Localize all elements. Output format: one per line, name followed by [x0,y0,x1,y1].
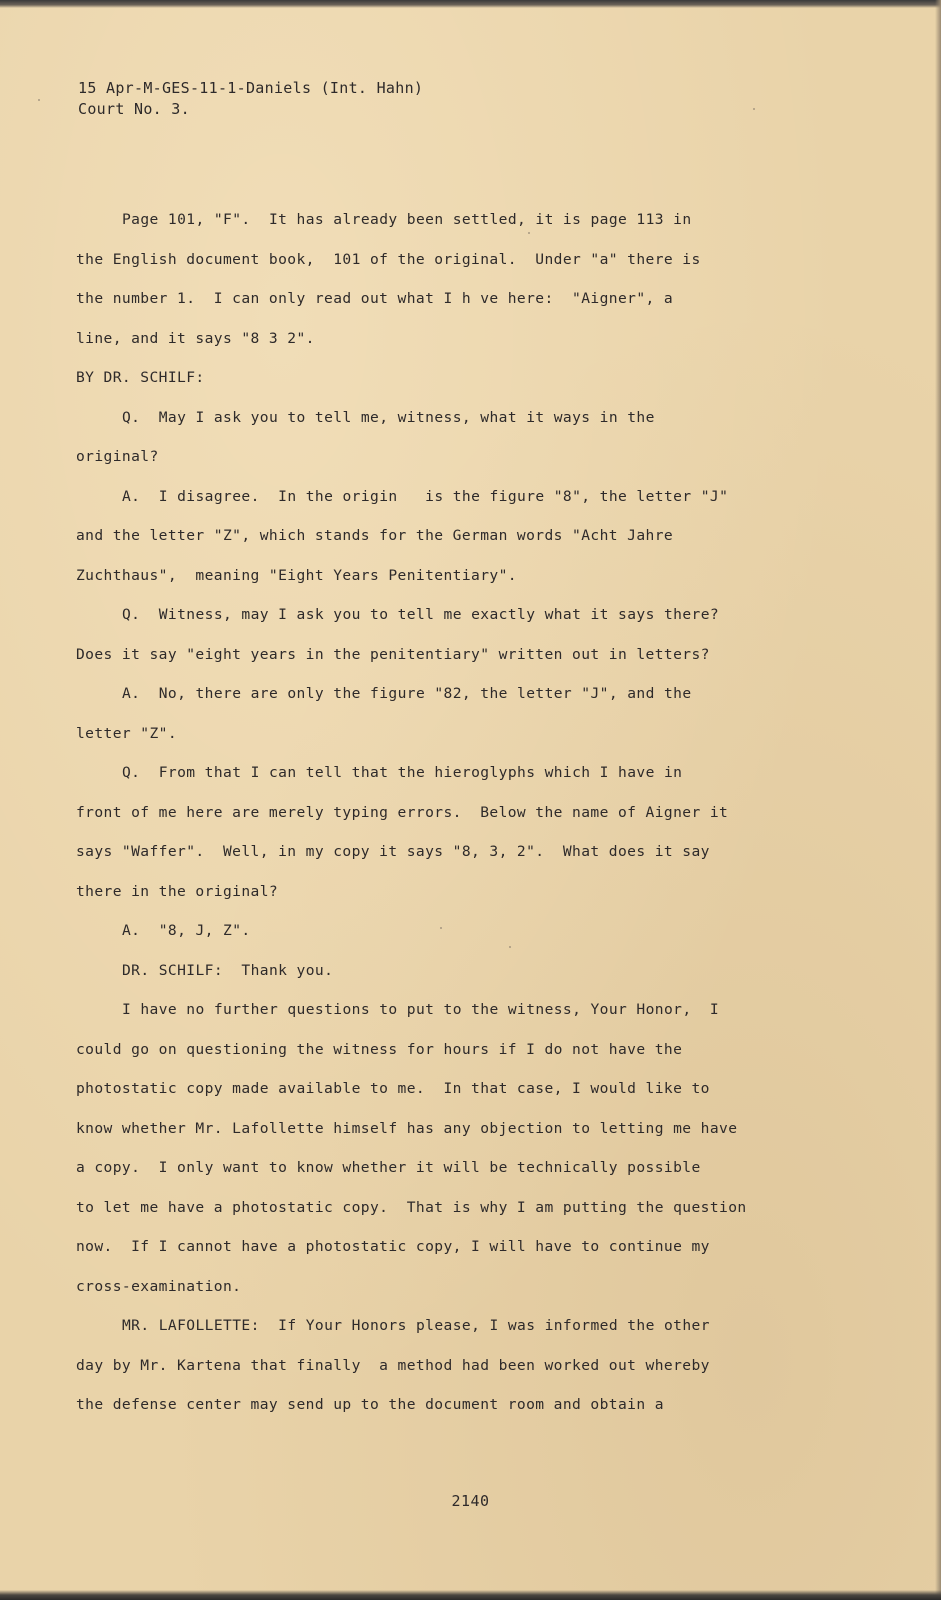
transcript-line: says "Waffer". Well, in my copy it says "8, 3, 2". What does it say [76,843,710,860]
transcript-line: Does it say "eight years in the penitentiary" written out in letters? [76,645,710,663]
transcript-line: I have no further questions to put to the witness, Your Honor, I [122,1001,720,1018]
scan-edge-bottom [0,1590,941,1600]
transcript-line: the number 1. I can only read out what I h ve here: "Aigner", a [76,290,674,307]
transcript-line: know whether Mr. Lafollette himself has any objection to letting me have [76,1119,738,1137]
page-number: 2140 [451,1492,490,1510]
header-court-line: Court No. 3. [78,100,190,118]
transcript-line: cross-examination. [76,1277,242,1295]
transcript-line: letter "Z". [76,724,178,742]
transcript-line: A. "8, J, Z". [122,922,251,939]
scan-edge-right [935,0,941,1600]
paper-speck [753,108,755,110]
transcript-line: BY DR. SCHILF: [76,369,205,386]
transcript-line: could go on questioning the witness for hours if I do not have the [76,1040,683,1058]
transcript-line: the defense center may send up to the document room and obtain a [76,1396,664,1413]
transcript-line: day by Mr. Kartena that finally a method had been worked out whereby [76,1356,710,1374]
transcript-line: to let me have a photostatic copy. That is why I am putting the question [76,1198,747,1216]
transcript-line: the English document book, 101 of the original. Under "a" there is [76,250,701,268]
transcript-line: now. If I cannot have a photostatic copy, I will have to continue my [76,1238,710,1255]
transcript-line: Q. From that I can tell that the hieroglyphs which I have in [122,764,683,781]
transcript-line: a copy. I only want to know whether it will be technically possible [76,1159,701,1176]
paper-speck [528,232,530,234]
transcript-line: Q. Witness, may I ask you to tell me exactly what it says there? [122,606,720,623]
scan-edge-top [0,0,941,8]
paper-speck [509,946,511,948]
transcript-line: Page 101, "F". It has already been settled, it is page 113 in [122,211,692,228]
header-case-line: 15 Apr-M-GES-11-1-Daniels (Int. Hahn) [78,79,424,97]
transcript-line: original? [76,448,159,465]
paper-speck [38,99,40,101]
transcript-body [76,200,836,1425]
transcript-line: MR. LAFOLLETTE: If Your Honors please, I was informed the other [122,1317,710,1334]
paper-speck [440,927,442,929]
document-header [78,78,423,120]
transcript-line: Zuchthaus", meaning "Eight Years Penitentiary". [76,566,517,584]
transcript-line: DR. SCHILF: Thank you. [122,961,334,979]
transcript-line: and the letter "Z", which stands for the German words "Acht Jahre [76,527,674,544]
transcript-line: Q. May I ask you to tell me, witness, what it ways in the [122,408,655,426]
transcript-line: A. I disagree. In the origin is the figure "8", the letter "J" [122,487,729,505]
transcript-line: there in the original? [76,882,279,900]
transcript-line: photostatic copy made available to me. In that case, I would like to [76,1080,710,1097]
transcript-line: A. No, there are only the figure "82, the letter "J", and the [122,685,692,702]
transcript-line: line, and it says "8 3 2". [76,329,315,347]
transcript-line: front of me here are merely typing errors. Below the name of Aigner it [76,803,729,821]
